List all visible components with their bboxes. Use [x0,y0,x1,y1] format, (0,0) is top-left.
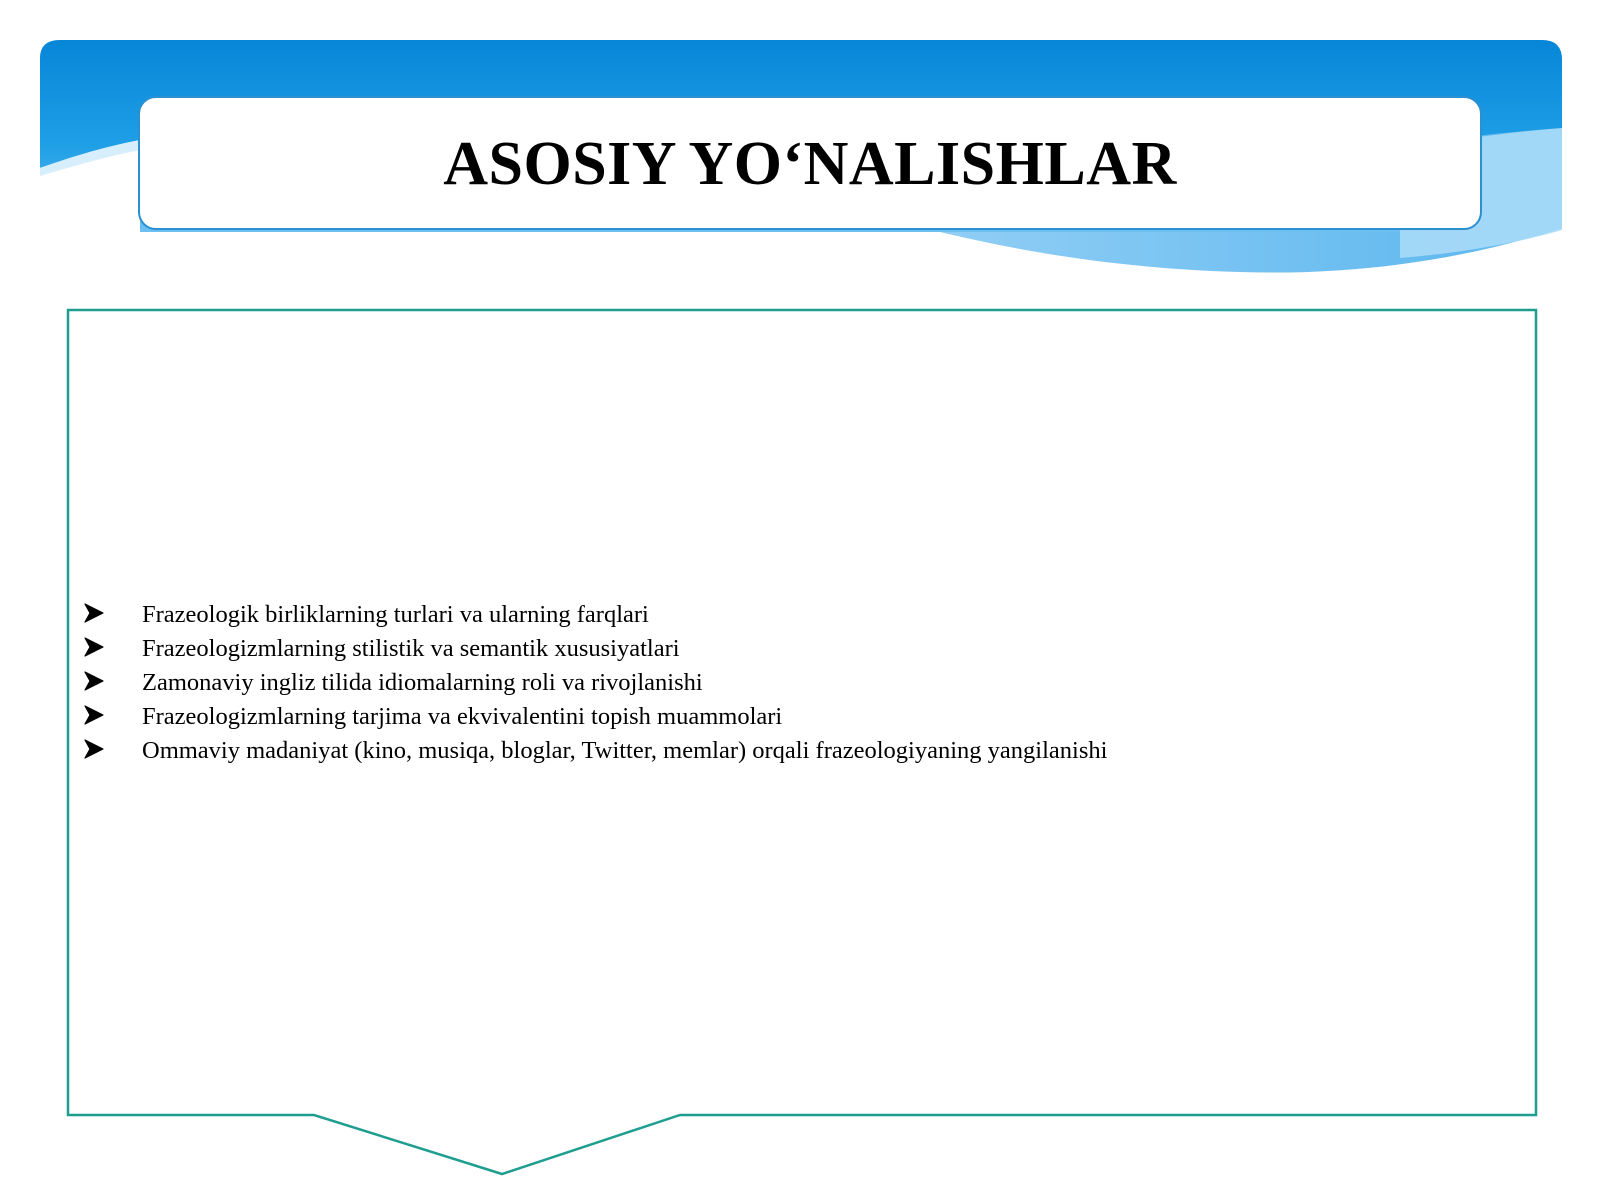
bullet-text: Frazeologik birliklarning turlari va ularning farqlari [142,601,649,628]
arrow-bullet-icon [84,602,104,624]
arrow-bullet-icon [84,704,104,726]
bullet-text: Ommaviy madaniyat (kino, musiqa, bloglar, Twitter, memlar) orqali frazeologiyaning yangilanishi [142,737,1108,764]
arrow-bullet-icon [84,670,104,692]
arrow-bullet-icon [84,738,104,760]
bullet-text: Frazeologizmlarning stilistik va semantik xususiyatlari [142,635,680,662]
slide-title: ASOSIY YO‘NALISHLAR [443,129,1177,198]
bullet-text: Zamonaviy ingliz tilida idiomalarning roli va rivojlanishi [142,669,703,696]
content-area [70,312,1532,1112]
bullet-text: Frazeologizmlarning tarjima va ekvivalentini topish muammolari [142,703,783,730]
arrow-bullet-icon [84,636,104,658]
title-box [138,96,1482,230]
